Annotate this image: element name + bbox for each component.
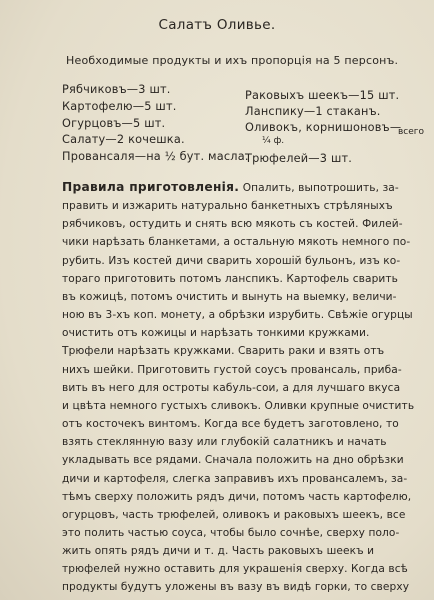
text-line: трюфелей нужно оставить для украшенія сверху. Когда всѣ [62, 563, 408, 576]
text-line: править и изжарить натурально банкетныхъ стрѣляныхъ [62, 200, 393, 213]
text-line: и цвѣта немного густыхъ сливокъ. Оливки крупные очистить [62, 399, 415, 412]
ingredient-item: Рябчиковъ—3 шт. [62, 83, 171, 96]
page-title: Салатъ Оливье. [158, 17, 276, 33]
text-line: продукты будутъ уложены въ вазу въ видѣ горки, то сверху [62, 581, 410, 594]
ingredient-item: Провансаля—на ½ бут. масла. [62, 150, 249, 163]
text-line: дичи и картофеля, слегка заправивъ ихъ провансалемъ, за- [62, 472, 408, 485]
text-line: огурцовъ, часть трюфелей, оливокъ и раковыхъ шеекъ, все [62, 508, 406, 521]
text-line: это полить частью соуса, чтобы было сочнѣе, сверху поло- [62, 526, 400, 539]
ingredient-item: Огурцовъ—5 шт. [62, 117, 166, 130]
text-line: нихъ шейки. Приготовить густой соусъ провансаль, приба- [62, 363, 402, 376]
text-line: укладывать все рядами. Сначала положить на дно обрѣзки [62, 454, 404, 467]
text-line: въ кожицѣ, потомъ очистить и вынуть на выемку, величи- [62, 290, 397, 303]
ingredient-item: Ланспику—1 стаканъ. [245, 105, 381, 118]
ingredient-item: Салату—2 кочешка. [62, 133, 185, 146]
text-line: очистить отъ кожицы и нарѣзать тонкими кружками. [62, 327, 370, 340]
text-line: взять стеклянную вазу или глубокій салатникъ и начать [62, 436, 387, 449]
text-line: чики нарѣзать бланкетами, а остальную мякоть немного по- [62, 236, 411, 249]
text-line: рябчиковъ, остудить и снять всю мякоть съ костей. Филей- [62, 218, 403, 231]
text-line: отъ косточекъ винтомъ. Когда все будетъ заготовлено, то [62, 418, 399, 431]
text-line: рубить. Изъ костей дичи сварить хорошій бульонъ, изъ ко- [62, 254, 401, 267]
text-line: Трюфели нарѣзать кружками. Сварить раки и взять отъ [62, 345, 385, 358]
ingredients-subtitle: Необходимые продукты и ихъ пропорція на 5 персонъ. [66, 54, 399, 67]
text-line: ною въ 3-хъ коп. монету, а обрѣзки изрубить. Свѣжіе огурцы [62, 309, 413, 322]
ingredient-note: ¼ ф. [262, 136, 285, 146]
ingredient-item: Оливокъ, корнишоновъ— [245, 121, 402, 134]
ingredient-item: Трюфелей—3 шт. [245, 152, 353, 165]
rules-first-line [62, 178, 418, 197]
ingredient-note: всего [398, 127, 425, 137]
text-line: вить въ него для остроты кабуль-сои, а для лучшаго вкуса [62, 381, 401, 394]
rules-heading: Правила приготовленія. [62, 180, 240, 194]
text-line: Опалить, выпотрошить, за- [242, 182, 399, 194]
ingredient-item: Раковыхъ шеекъ—15 шт. [245, 89, 400, 102]
rules-paragraph [62, 178, 418, 597]
text-line: тѣмъ сверху положить рядъ дичи, потомъ часть картофелю, [62, 490, 412, 503]
text-line: жить опять рядъ дичи и т. д. Часть раковыхъ шеекъ и [62, 545, 375, 558]
ingredient-item: Картофелю—5 шт. [62, 100, 177, 113]
text-line: тораго приготовить потомъ ланспикъ. Картофель сварить [62, 272, 399, 285]
